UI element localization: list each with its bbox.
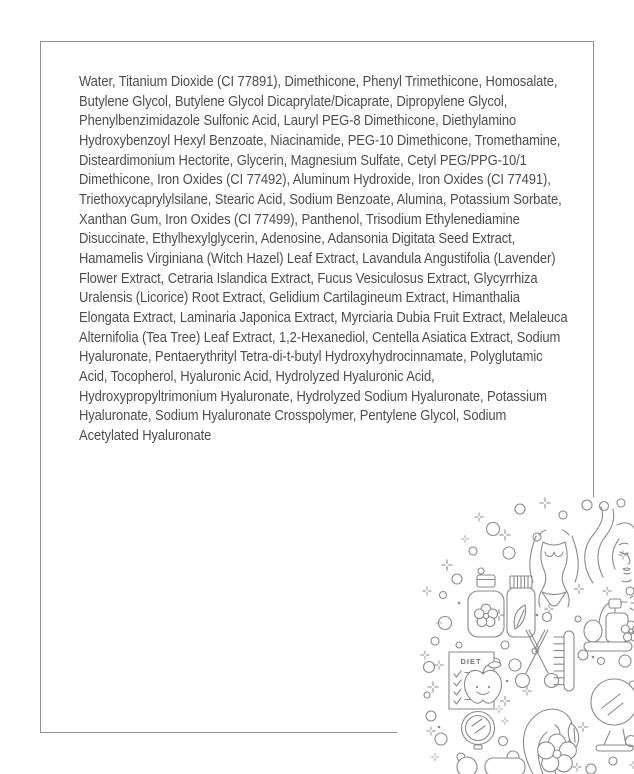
ingredients-text: Water, Titanium Dioxide (CI 77891), Dimethicone, Phenyl Trimethicone, Homosalate, Butylene Glycol, Butylene Glycol Dicaprylate/Dicaprate, Dipropylene Glycol, Phenylbenzimidazole Sulfonic Acid, Lauryl PEG-8 Dimethicone, Diethylamino Hydroxybenzoyl Hexyl Benzoate, Niacinamide, PEG-10 Dimethicone, Tromethamine, Disteardimonium Hectorite, Glycerin, Magnesium Sulfate, Cetyl PEG/PPG-10/1 Dimethicone, Iron Oxides (CI 77492), Aluminum Hydroxide, Iron Oxides (CI 77491), Triethoxycaprylylsilane, Stearic Acid, Sodium Benzoate, Alumina, Potassium Sorbate, Xanthan Gum, Iron Oxides (CI 77499), Panthenol, Trisodium Ethylenediamine Disuccinate, Ethylhexylglycerin, Adenosine, Adansonia Digitata Seed Extract, Hamamelis Virginiana (Witch Hazel) Leaf Extract, Lavandula Angustifolia (Lavender) Flower Extract, Cetraria Islandica Extract, Fucus Vesiculosus Extract, Glycyrrhiza Uralensis (Licorice) Root Extract, Gelidium Cartilagineum Extract, Himanthalia Elongata Extract, Laminaria Japonica Extract, Myrciaria Dubia Fruit Extract, Melaleuca Alternifolia (Tea Tree) Leaf Extract, 1,2-Hexanediol, Centella Asiatica Extract, Sodium Hyaluronate, Pentaerythrityl Tetra-di-t-butyl Hydroxyhydrocinnamate, Polyglutamic Acid, Tocopherol, Hyaluronic Acid, Hydrolyzed Hyaluronic Acid, Hydroxypropyltrimonium Hyaluronate, Hydrolyzed Sodium Hyaluronate, Potassium Hyaluronate, Sodium Hyaluronate Crosspolymer, Pentylene Glycol, Sodium Acetylated Hyaluronate [79,74,568,444]
beauty-line-art [387,495,634,774]
diet-label: DIET [460,657,482,666]
